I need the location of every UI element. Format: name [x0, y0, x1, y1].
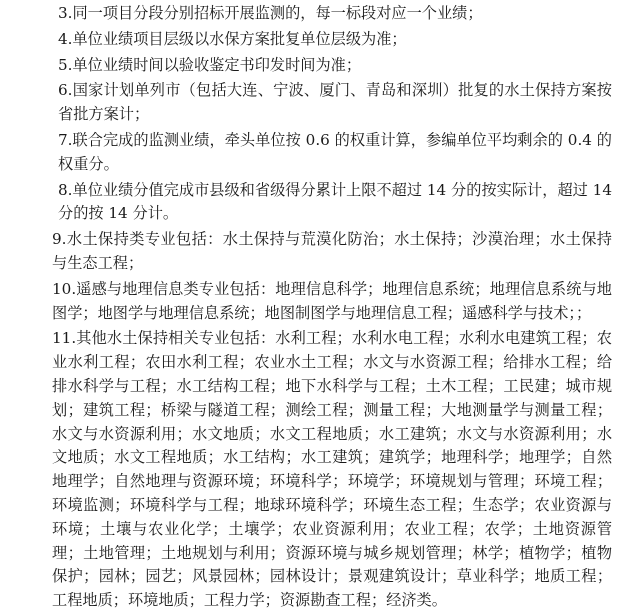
list-item: 8.单位业绩分值完成市县级和省级得分累计上限不超过 14 分的按实际计，超过 14 分的按 14 分计。 — [58, 180, 612, 223]
list-item: 6.国家计划单列市（包括大连、宁波、厦门、青岛和深圳）批复的水土保持方案按省批方案计； — [58, 81, 612, 124]
list-item: 5.单位业绩时间以验收鉴定书印发时间为准； — [58, 55, 362, 74]
list-item: 9.水土保持类专业包括：水土保持与荒漠化防治；水土保持；沙漠治理；水土保持与生态工程； — [52, 230, 612, 272]
list-item: 11.其他水土保持相关专业包括：水利工程；水利水电工程；水利水电建筑工程；农业水利工程；农田水利工程；农业水土工程；水文与水资源工程；给排水工程；给排水科学与工程；水工结构工程；地下水科学与工程；土木工程；工民建；城市规划；建筑工程；桥梁与隧道工程；测绘工程；测量工程；大地测量学与测量工程；水文与水资源利用；水文地质；水文工程地质；水工建筑；水文与水资源利用；水文地质；水文工程地质；水工结构；水工建筑；建筑学；地理科学；地理学；自然地理学；自然地理与资源环境；环境科学；环境学；环境规划与管理；环境工程；环境监测；环境科学与工程；地球环境科学；环境生态工程；生态学；农业资源与环境；土壤与农业化学；土壤学；农业资源利用；农业工程；农学；土地资源管理；土地管理；土地规划与利用；资源环境与城乡规划管理；林学；植物学；植物保护；园林；园艺；风景园林；园林设计；景观建筑设计；草业科学；地质工程；工程地质；环境地质；工程力学；资源勘查工程；经济类。 — [52, 329, 612, 610]
list-item: 7.联合完成的监测业绩，牵头单位按 0.6 的权重计算，参编单位平均剩余的 0.4 的权重分。 — [58, 130, 612, 173]
list-item: 3.同一项目分段分别招标开展监测的，每一标段对应一个业绩； — [58, 4, 483, 22]
list-item: 4.单位业绩项目层级以水保方案批复单位层级为准； — [58, 29, 407, 48]
list-item: 10.遥感与地理信息类专业包括：地理信息科学；地理信息系统；地理信息系统与地图学；地图学与地理信息系统；地图制图学与地理信息工程；遥感科学与技术；； — [52, 279, 612, 322]
